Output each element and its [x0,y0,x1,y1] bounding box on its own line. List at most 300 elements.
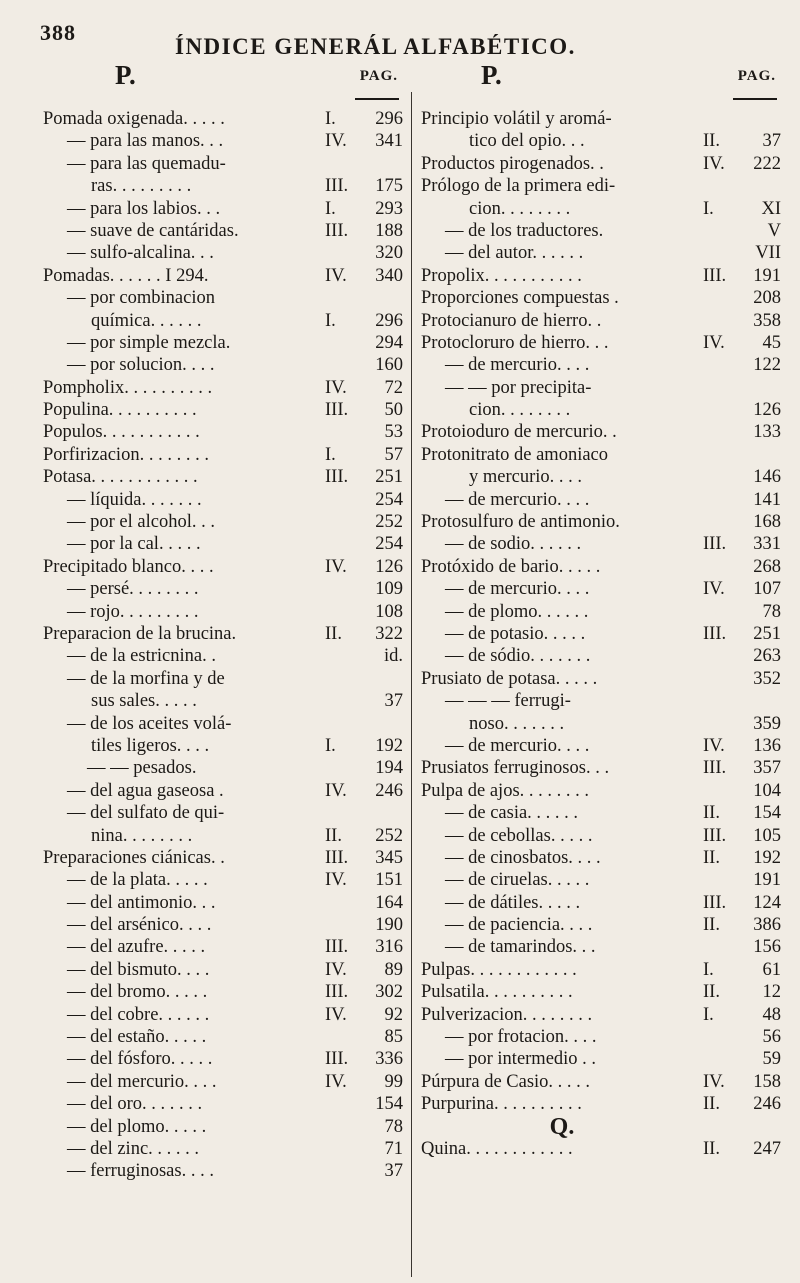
entry-term: — de plomo. . . . . . [445,601,589,622]
entry-term: — del bismuto. . . . [67,959,210,980]
entry-volume: IV. [703,153,725,174]
index-entry [421,735,781,757]
entry-page: 252 [375,825,403,846]
entry-volume: III. [325,847,349,868]
entry-term: — del sulfato de qui- [67,803,225,824]
entry-page: 175 [375,176,403,197]
entry-page: XI [761,198,781,219]
index-entry [421,1116,781,1138]
entry-term: — de mercurio. . . . [445,735,590,756]
entry-volume [325,892,365,914]
index-entry [43,466,403,488]
entry-page: 296 [375,310,403,331]
entry-volume [703,936,743,958]
entry-page: 246 [375,780,403,801]
entry-page [743,377,781,399]
entry-page: 340 [375,265,403,286]
index-entry [421,1071,781,1093]
entry-term: Quina. . . . . . . . . . . . [421,1138,573,1159]
entry-term: — de los traductores. [445,220,604,241]
index-entry [421,936,781,958]
entry-term: — de cebollas. . . . . [445,825,593,846]
entry-volume: II. [703,982,720,1003]
entry-page: 71 [384,1138,403,1159]
entry-term: Q. [549,1115,575,1138]
entry-term: — de paciencia. . . . [445,915,593,936]
entry-term: Prusiato de potasa. . . . . [421,668,598,689]
index-entry [421,959,781,981]
entry-volume [325,668,365,690]
index-entry [421,556,781,578]
entry-term: Pulverizacion. . . . . . . . [421,1004,593,1025]
index-entry [43,1138,403,1160]
entry-volume [703,377,743,399]
index-entry [421,825,781,847]
entry-term: — de sodio. . . . . . [445,534,582,555]
entry-page: 251 [753,623,781,644]
index-entry [43,959,403,981]
entry-volume: IV. [703,579,725,600]
index-entry [43,1071,403,1093]
entry-term: — sulfo-alcalina. . . [67,243,214,264]
entry-term: — líquida. . . . . . . [67,489,202,510]
entry-term: Principio volátil y aromá- [421,109,612,129]
entry-term: Prólogo de la primera edi- [421,176,616,197]
index-entry [43,489,403,511]
entry-page: 358 [753,310,781,331]
index-entry [43,780,403,802]
entry-term: — rojo. . . . . . . . . [67,601,199,622]
entry-volume [325,690,365,712]
index-entry [421,242,781,264]
entry-volume [703,645,743,667]
entry-term: — del azufre. . . . . [67,937,206,958]
entry-volume [703,511,743,533]
entry-term: — por la cal. . . . . [67,534,201,555]
index-entry [43,377,403,399]
entry-term: Pompholix. . . . . . . . . . [43,377,213,398]
entry-volume [325,914,365,936]
entry-volume [703,220,743,242]
index-entry [43,1116,403,1138]
index-entry [421,914,781,936]
entry-volume: II. [325,825,342,846]
entry-volume [325,1026,365,1048]
entry-page: 359 [753,713,781,734]
entry-term: — de potasio. . . . . [445,623,586,644]
entry-volume: IV. [325,780,347,801]
entry-term: — de ciruelas. . . . . [445,870,590,891]
entry-page: 109 [375,579,403,600]
entry-term: Preparacion de la brucina. [43,623,237,644]
index-entry [43,511,403,533]
entry-term: — del estaño. . . . . [67,1027,207,1048]
entry-page: 122 [753,355,781,376]
entry-term: cion. . . . . . . . [469,198,571,219]
entry-volume [703,556,743,578]
entry-term: Protoioduro de mercurio. . [421,422,617,443]
entry-volume: IV. [703,735,725,756]
index-entry [421,578,781,600]
index-entry [421,1026,781,1048]
index-entry [43,914,403,936]
entry-term: Protocianuro de hierro. . [421,310,602,331]
entry-term: — de mercurio. . . . [445,579,590,600]
entry-term: Pomadas. . . . . . I 294. [43,265,209,286]
section-letter: P. [115,60,136,90]
page-column-label: PAG. [359,68,398,84]
entry-term: Púrpura de Casio. . . . . [421,1071,591,1092]
index-entry [43,735,403,757]
entry-volume: IV. [325,1071,347,1092]
index-entry [421,153,781,175]
entry-volume [325,1093,365,1115]
entry-volume: IV. [325,131,347,152]
entry-page: 160 [375,355,403,376]
index-entry [421,511,781,533]
index-entry [43,981,403,1003]
entry-volume: II. [703,915,720,936]
entry-volume: III. [703,825,727,846]
index-entry [43,623,403,645]
index-entry [43,175,403,197]
entry-page [743,108,781,130]
entry-volume: I. [325,444,336,465]
index-entry [43,1093,403,1115]
index-entry [43,265,403,287]
entry-volume: III. [325,467,349,488]
entry-page: 296 [375,109,403,129]
entry-page: 107 [753,579,781,600]
entry-volume: IV. [325,1004,347,1025]
entry-page: 146 [753,467,781,488]
entry-page: 85 [384,1027,403,1048]
entry-page [365,668,403,690]
entry-term: Protóxido de bario. . . . . [421,556,601,577]
entry-term: noso. . . . . . . [469,713,565,734]
entry-volume: III. [325,400,349,421]
entry-volume: II. [703,847,720,868]
entry-page [365,802,403,824]
index-entry [43,556,403,578]
index-entry [421,1138,781,1160]
running-title: ÍNDICE GENERÁL ALFABÉTICO. [175,34,576,59]
index-entry [421,399,781,421]
entry-volume [703,713,743,735]
entry-term: — persé. . . . . . . . [67,579,199,600]
entry-page: 191 [753,265,781,286]
entry-page: 341 [375,131,403,152]
entry-page: 251 [375,467,403,488]
index-entry [43,332,403,354]
index-entry [43,578,403,600]
entry-volume [325,354,365,376]
index-entry [421,287,781,309]
entry-term: — de tamarindos. . . [445,937,596,958]
entry-volume: I. [703,1004,714,1025]
index-entry [43,287,403,309]
index-entry [421,108,781,130]
entry-volume [325,1116,365,1138]
entry-term: tico del opio. . . [469,131,585,152]
index-entry [43,1004,403,1026]
entry-term: — de casia. . . . . . [445,803,579,824]
entry-page: 194 [375,758,403,779]
entry-volume: IV. [325,556,347,577]
index-entry [43,533,403,555]
entry-term: — de la estricnina. . [67,646,216,667]
entry-volume: II. [703,131,720,152]
entry-volume [325,332,365,354]
entry-term: Protonitrato de amoniaco [421,444,609,465]
entry-page: 208 [753,288,781,309]
index-entry [421,533,781,555]
entry-volume [703,1116,743,1138]
entry-term: Protocloruro de hierro. . . [421,332,609,353]
entry-page: 136 [753,735,781,756]
entry-term: y mercurio. . . . [469,467,583,488]
entry-page: 56 [762,1027,781,1048]
entry-term: — por frotacion. . . . [445,1027,597,1048]
index-column-left [43,60,403,1182]
entry-page: 89 [384,959,403,980]
entry-term: Populina. . . . . . . . . . [43,400,197,421]
entry-term: — del cobre. . . . . . [67,1004,210,1025]
entry-page: 154 [375,1094,403,1115]
entry-volume: III. [325,1049,349,1070]
index-entry [43,802,403,824]
index-entry [43,601,403,623]
entry-page: 37 [762,131,781,152]
page-number: 388 [40,20,76,45]
entry-page [743,1116,781,1138]
entry-page: 322 [375,623,403,644]
index-entry [421,377,781,399]
entry-volume [703,399,743,421]
entry-term: — suave de cantáridas. [67,220,239,241]
entry-volume: III. [703,623,727,644]
index-entry [421,265,781,287]
entry-term: — por solucion. . . . [67,355,215,376]
index-entry [421,869,781,891]
index-entry [43,444,403,466]
entry-page: 99 [384,1071,403,1092]
entry-term: Populos. . . . . . . . . . . [43,422,200,443]
index-entry [421,668,781,690]
entry-volume [703,668,743,690]
entry-page: 247 [753,1138,781,1159]
index-entry [421,421,781,443]
entry-term: Propolix. . . . . . . . . . . [421,265,582,286]
entry-term: Prusiatos ferruginosos. . . [421,758,610,779]
entry-volume [325,578,365,600]
entry-volume [325,511,365,533]
entry-term: — del mercurio. . . . [67,1071,217,1092]
entry-term: — por combinacion [67,288,215,309]
entry-term: tiles ligeros. . . . [91,735,210,756]
entry-page: V [767,220,781,241]
entry-volume: II. [703,1138,720,1159]
index-entry [43,220,403,242]
entry-volume [703,869,743,891]
entry-term: — del fósforo. . . . . [67,1049,213,1070]
entry-volume: IV. [325,265,347,286]
entry-volume [325,489,365,511]
entry-term: nina. . . . . . . . [91,825,193,846]
entry-volume [703,444,743,466]
index-entry [421,310,781,332]
index-entry [43,421,403,443]
index-entry [43,936,403,958]
index-entry [421,489,781,511]
entry-page: 192 [375,735,403,756]
entry-page: 37 [384,691,403,712]
index-entry [421,130,781,152]
entry-volume: III. [325,982,349,1003]
index-entry [421,981,781,1003]
entry-page: 331 [753,534,781,555]
header-rule [355,98,399,100]
entry-page: 105 [753,825,781,846]
entry-term: — por simple mezcla. [67,332,231,353]
entry-term: Purpurina. . . . . . . . . . [421,1094,582,1115]
entry-page: 263 [753,646,781,667]
entry-term: — de la plata. . . . . [67,870,208,891]
entry-volume: III. [703,534,727,555]
index-entry [43,310,403,332]
entry-term: — para las quemadu- [67,153,226,174]
entry-volume: I. [703,959,714,980]
entry-page: 352 [753,668,781,689]
entry-page: 154 [753,803,781,824]
entry-page [743,690,781,712]
entry-page: VII [755,243,781,264]
entry-volume: III. [703,265,727,286]
entry-volume [703,466,743,488]
entry-volume: I. [325,735,336,756]
entry-term: sus sales. . . . . [91,691,197,712]
entry-page: 191 [753,870,781,891]
entry-volume: IV. [703,1071,725,1092]
index-entry [421,198,781,220]
index-entry [43,108,403,130]
entry-term: — por el alcohol. . . [67,512,215,533]
entry-page: 126 [753,400,781,421]
entry-volume: IV. [325,870,347,891]
entry-page: 48 [762,1004,781,1025]
entry-term: — del agua gaseosa . [67,780,224,801]
entry-page: 108 [375,601,403,622]
index-entry [43,869,403,891]
index-entry [43,399,403,421]
entry-volume [325,421,365,443]
entry-page [743,175,781,197]
entry-volume [325,802,365,824]
index-entry [43,198,403,220]
entry-volume [325,1160,365,1182]
index-entry [43,242,403,264]
entry-term: Precipitado blanco. . . . [43,556,214,577]
entry-page: 59 [762,1049,781,1070]
header-rule [733,98,777,100]
entry-page: 53 [384,422,403,443]
entry-volume: I. [325,310,336,331]
entry-term: Porfirizacion. . . . . . . . [43,444,209,465]
entry-page: 78 [762,601,781,622]
entry-volume: I. [703,198,714,219]
entry-page: 151 [375,870,403,891]
entry-page: 37 [384,1161,403,1182]
entry-term: — del bromo. . . . . [67,982,208,1003]
entry-volume: IV. [325,959,347,980]
entry-term: — para los labios. . . [67,198,221,219]
index-entry [421,847,781,869]
entry-term: — del arsénico. . . . [67,915,212,936]
entry-term: Pomada oxigenada. . . . . [43,109,225,129]
entry-page: 222 [753,153,781,174]
index-entry [421,802,781,824]
entry-page: 158 [753,1071,781,1092]
page-header [0,0,800,60]
entry-term: — del plomo. . . . . [67,1116,207,1137]
entry-volume: III. [325,937,349,958]
index-entry [421,1093,781,1115]
index-entry [421,220,781,242]
index-entry [421,354,781,376]
entry-page: 336 [375,1049,403,1070]
entry-volume [703,601,743,623]
entry-volume [325,1138,365,1160]
entry-page: 254 [375,534,403,555]
index-entry [43,892,403,914]
entry-term: Protosulfuro de antimonio. [421,512,620,533]
entry-page: 50 [384,400,403,421]
entry-term: Pulpa de ajos. . . . . . . . [421,780,590,801]
index-entry [43,847,403,869]
entry-page: 164 [375,892,403,913]
index-entries [421,108,781,1160]
entry-page: 252 [375,512,403,533]
index-entry [43,825,403,847]
entry-volume [703,489,743,511]
entry-term: — del zinc. . . . . . [67,1138,200,1159]
entry-term: — de mercurio. . . . [445,355,590,376]
entry-term: Pulpas. . . . . . . . . . . . [421,959,577,980]
index-entry [43,713,403,735]
entry-page: 168 [753,512,781,533]
entry-term: — ferruginosas. . . . [67,1161,214,1182]
index-entry [43,1026,403,1048]
entry-volume [325,533,365,555]
entry-term: — por intermedio . . [445,1049,597,1070]
index-entry [421,892,781,914]
entry-volume [703,242,743,264]
entry-term: — de sódio. . . . . . . [445,646,591,667]
entry-volume [703,780,743,802]
index-entry [421,645,781,667]
entry-page: 294 [375,332,403,353]
index-entry [421,466,781,488]
entry-page: 254 [375,489,403,510]
index-entry [43,668,403,690]
entry-volume: II. [703,1094,720,1115]
entry-volume [325,645,365,667]
entry-term: — — — ferrugi- [445,691,571,712]
entry-page: id. [383,646,403,667]
index-entry [421,780,781,802]
entry-term: — para las manos. . . [67,131,224,152]
index-entry [43,645,403,667]
